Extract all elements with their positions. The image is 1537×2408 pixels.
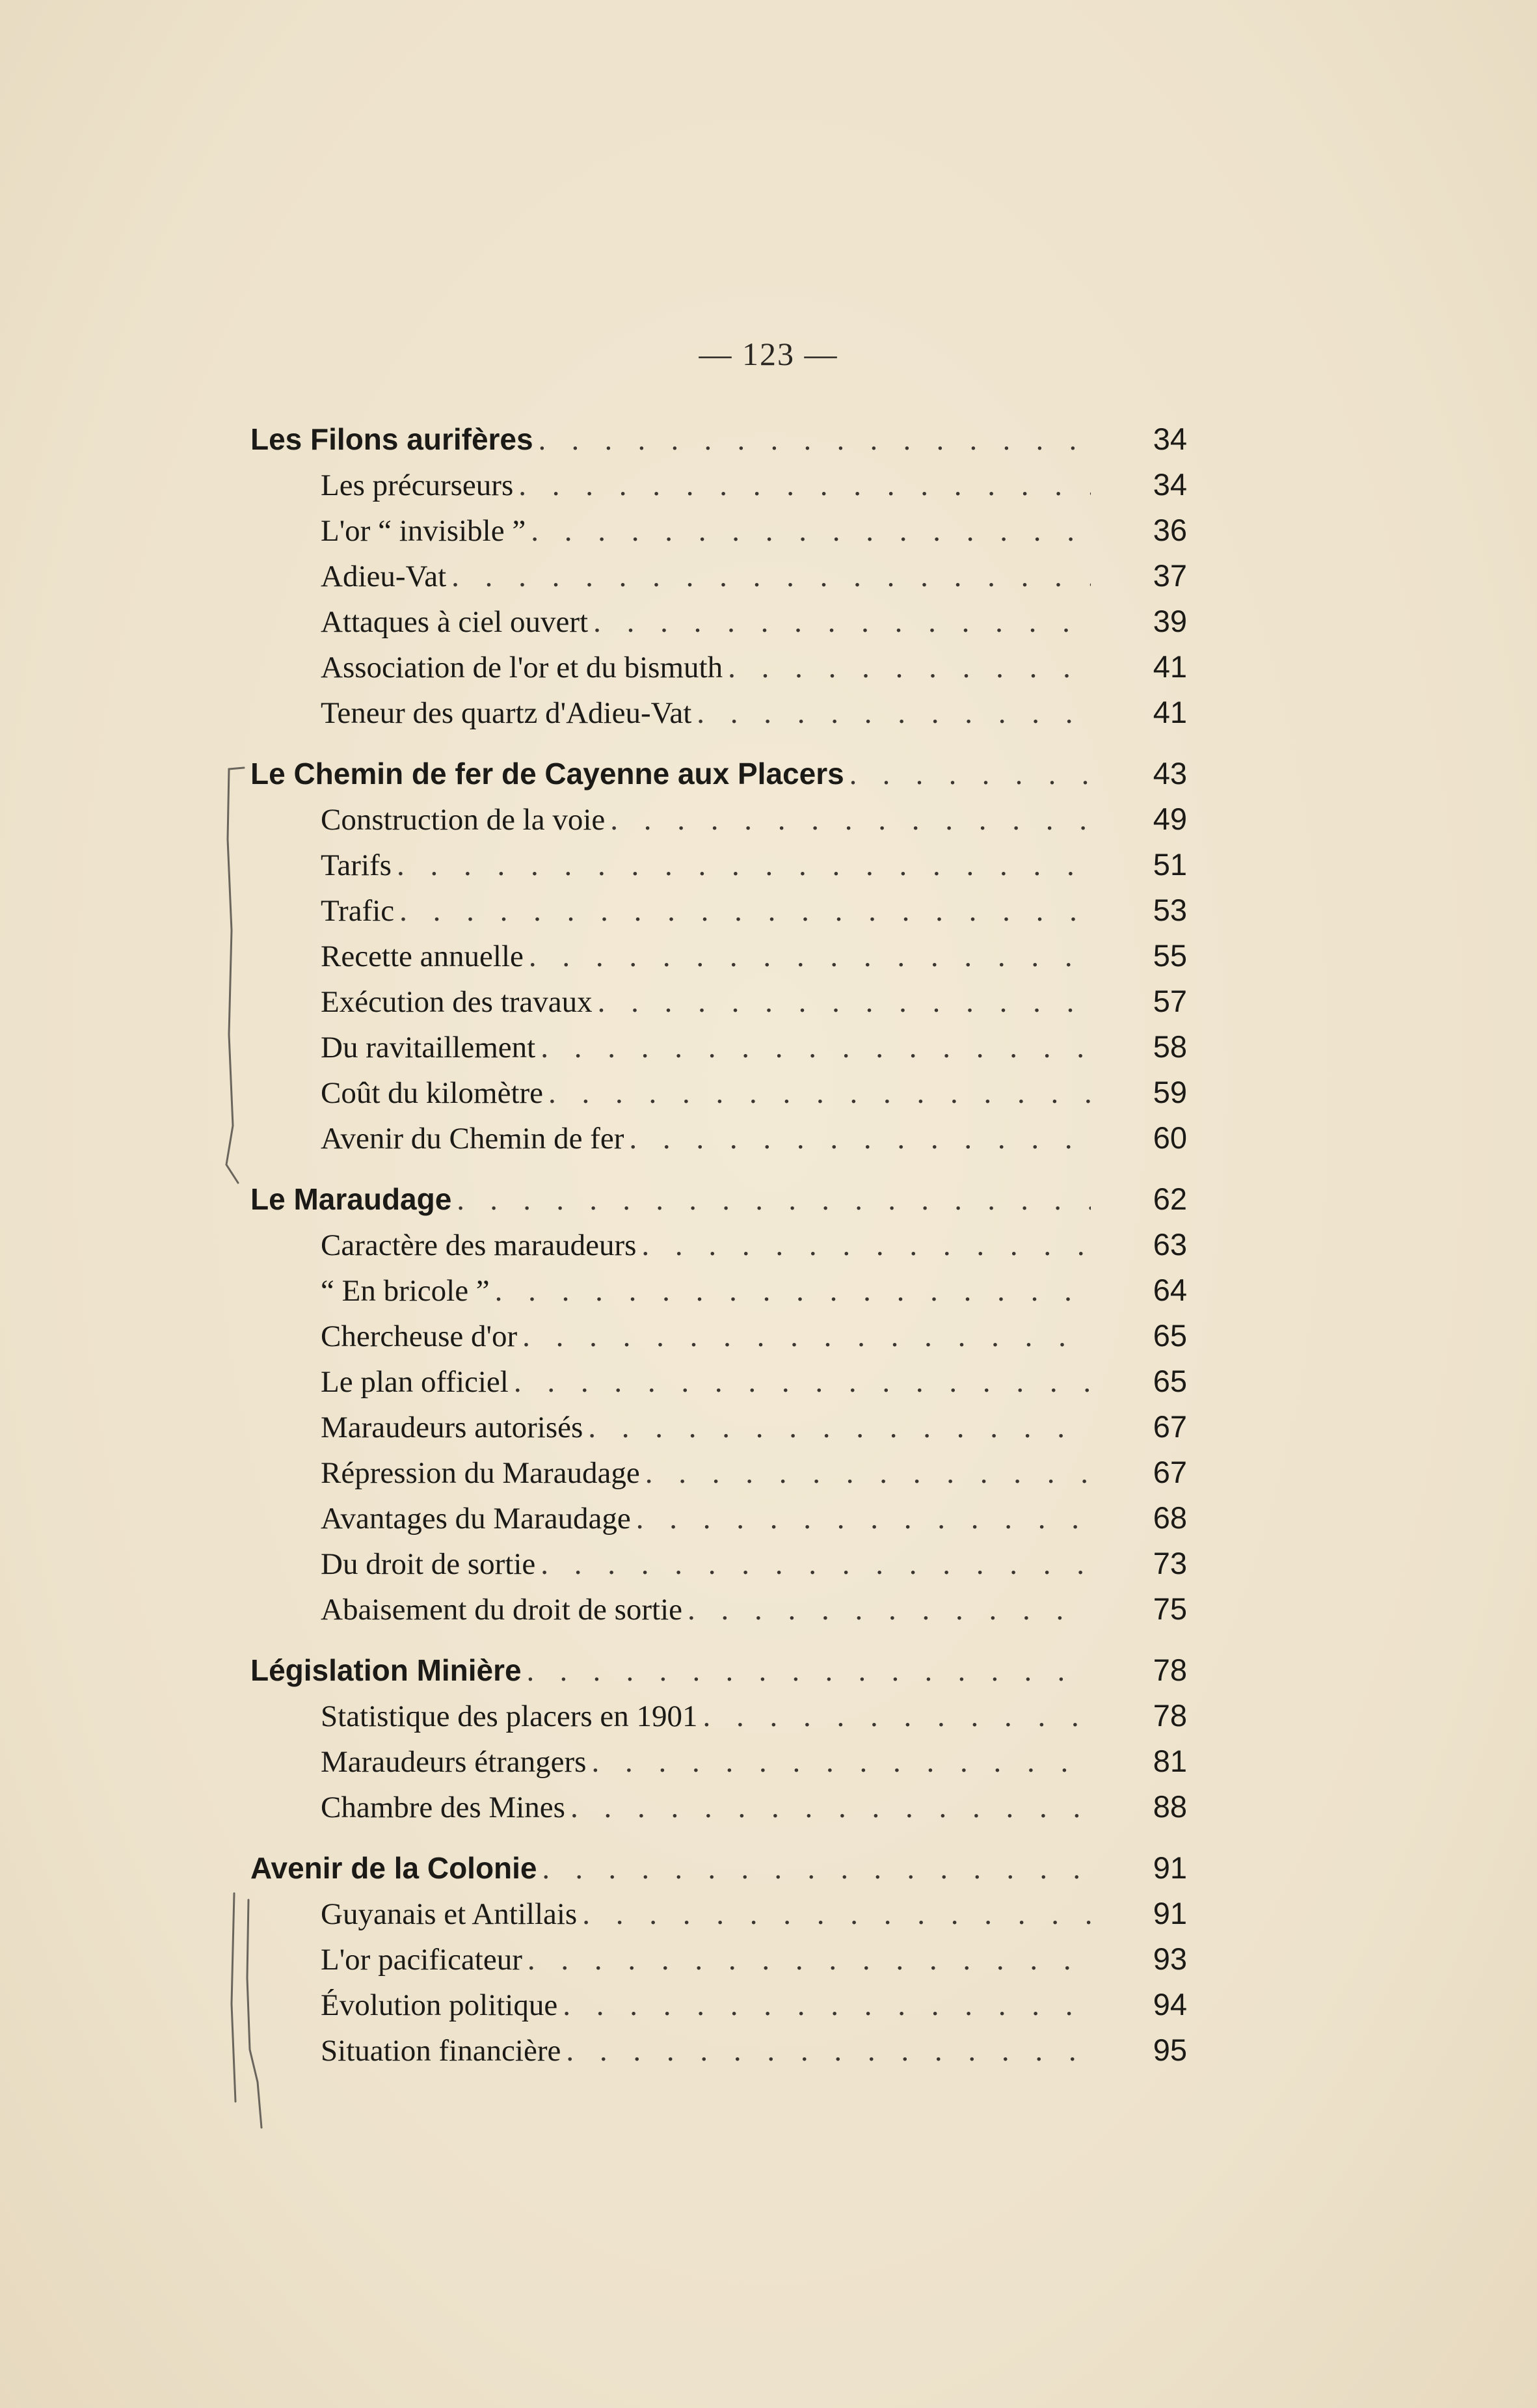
dot-leader [529, 934, 1091, 979]
entry-label: Caractère des maraudeurs [321, 1228, 637, 1262]
dot-leader [641, 1223, 1091, 1268]
page-number: — 123 — [699, 336, 838, 372]
page-reference: 58 [1153, 1029, 1187, 1064]
toc-heading [250, 416, 1187, 462]
page-reference: 37 [1153, 558, 1187, 593]
entry-label: L'or pacificateur [321, 1943, 522, 1977]
dot-leader [588, 1405, 1091, 1450]
page-reference: 94 [1153, 1987, 1187, 2022]
toc-entry [250, 1738, 1187, 1784]
toc-entry [250, 1404, 1187, 1450]
entry-label: L'or “ invisible ” [321, 514, 526, 548]
page-reference: 41 [1153, 695, 1187, 729]
toc-entry [250, 1891, 1187, 1936]
dot-leader [688, 1587, 1091, 1632]
dot-leader [582, 1891, 1091, 1937]
toc-entry [250, 1936, 1187, 1982]
page-reference: 64 [1153, 1273, 1187, 1307]
toc-entry [250, 1450, 1187, 1495]
toc-entry [250, 1359, 1187, 1404]
toc-entry [250, 1313, 1187, 1359]
page-reference: 41 [1153, 649, 1187, 684]
entry-label: Situation financière [321, 2034, 561, 2068]
entry-label: Association de l'or et du bismuth [321, 651, 723, 684]
entry-label: Du ravitaillement [321, 1031, 536, 1064]
dot-leader [399, 888, 1091, 934]
entry-label: Maraudeurs étrangers [321, 1745, 587, 1779]
entry-label: Statistique des placers en 1901 [321, 1699, 698, 1733]
toc-entry [250, 553, 1187, 599]
page-reference: 65 [1153, 1318, 1187, 1353]
toc-entry [250, 507, 1187, 553]
toc-entry [250, 644, 1187, 690]
page-reference: 68 [1153, 1500, 1187, 1535]
entry-label: Les précurseurs [321, 468, 514, 502]
entry-label: Exécution des travaux [321, 985, 593, 1019]
toc-heading [250, 1176, 1187, 1222]
section-title: Avenir de la Colonie [250, 1851, 537, 1885]
toc-entry [250, 599, 1187, 644]
dot-leader [541, 1025, 1091, 1070]
dot-leader [451, 554, 1091, 599]
page-reference: 39 [1153, 604, 1187, 638]
dot-leader [541, 1541, 1091, 1587]
toc-entry [250, 933, 1187, 979]
dot-leader [563, 1982, 1091, 2028]
dot-leader [514, 1359, 1091, 1405]
dot-leader [849, 751, 1091, 797]
dot-leader [566, 2028, 1091, 2074]
dot-leader [495, 1268, 1091, 1314]
toc-entry [250, 1586, 1187, 1632]
toc-heading [250, 1845, 1187, 1891]
entry-label: Construction de la voie [321, 803, 606, 837]
toc-entry [250, 1693, 1187, 1738]
dot-leader [539, 417, 1091, 463]
entry-label: Répression du Maraudage [321, 1456, 640, 1490]
dot-leader [703, 1694, 1091, 1739]
page-reference: 49 [1153, 802, 1187, 836]
entry-label: Coût du kilomètre [321, 1076, 544, 1110]
entry-label: Recette annuelle [321, 940, 524, 973]
toc-entry [250, 1115, 1187, 1161]
page-reference: 67 [1153, 1409, 1187, 1444]
entry-label: Évolution politique [321, 1988, 558, 2022]
page-reference: 78 [1153, 1698, 1187, 1733]
toc-section [250, 1176, 1187, 1632]
page-reference: 55 [1153, 938, 1187, 973]
dot-leader [522, 1314, 1091, 1359]
toc-heading [250, 751, 1187, 796]
page-reference: 65 [1153, 1364, 1187, 1398]
toc-entry [250, 462, 1187, 507]
toc-section [250, 1647, 1187, 1830]
pencil-bracket-mark [215, 761, 254, 1191]
toc-entry [250, 887, 1187, 933]
entry-label: Tarifs [321, 848, 392, 882]
dot-leader [518, 463, 1091, 508]
toc-entry [250, 1267, 1187, 1313]
toc-entry [250, 1024, 1187, 1070]
toc-entry [250, 1495, 1187, 1541]
dot-leader [570, 1785, 1091, 1830]
dot-leader [591, 1739, 1091, 1785]
toc-entry [250, 1784, 1187, 1830]
dot-leader [598, 979, 1091, 1025]
page-reference: 95 [1153, 2033, 1187, 2067]
dot-leader [645, 1450, 1091, 1496]
page-reference: 59 [1153, 1075, 1187, 1109]
toc-entry [250, 1070, 1187, 1115]
dot-leader [593, 599, 1091, 645]
dot-leader [531, 508, 1091, 554]
page-reference: 53 [1153, 893, 1187, 927]
page-reference: 81 [1153, 1744, 1187, 1778]
page-reference: 63 [1153, 1227, 1187, 1262]
toc-entry [250, 796, 1187, 842]
page-reference: 67 [1153, 1455, 1187, 1489]
entry-label: Du droit de sortie [321, 1547, 536, 1581]
page-reference: 88 [1153, 1789, 1187, 1824]
dot-leader [397, 843, 1091, 888]
toc-entry [250, 1222, 1187, 1267]
page-reference: 91 [1153, 1896, 1187, 1930]
section-title: Le Chemin de fer de Cayenne aux Placers [250, 757, 844, 791]
dot-leader [728, 645, 1091, 690]
toc-entry [250, 2027, 1187, 2073]
section-title: Le Maraudage [250, 1182, 452, 1216]
entry-label: “ En bricole ” [321, 1274, 490, 1308]
dot-leader [527, 1648, 1091, 1694]
page-reference: 93 [1153, 1941, 1187, 1976]
toc-section [250, 1845, 1187, 2073]
section-title: Les Filons aurifères [250, 422, 533, 456]
toc-entry [250, 690, 1187, 735]
entry-label: Guyanais et Antillais [321, 1897, 578, 1931]
entry-label: Le plan officiel [321, 1365, 509, 1399]
entry-label: Trafic [321, 894, 395, 928]
dot-leader [697, 690, 1091, 736]
dot-leader [457, 1177, 1091, 1223]
page-reference: 75 [1153, 1591, 1187, 1626]
entry-label: Avenir du Chemin de fer [321, 1122, 624, 1156]
entry-label: Chambre des Mines [321, 1791, 565, 1824]
dot-leader [629, 1116, 1091, 1161]
entry-label: Chercheuse d'or [321, 1319, 518, 1353]
toc-heading [250, 1647, 1187, 1693]
page-reference: 43 [1153, 756, 1187, 791]
section-title: Législation Minière [250, 1653, 522, 1687]
page-reference: 73 [1153, 1546, 1187, 1580]
entry-label: Attaques à ciel ouvert [321, 605, 589, 639]
page-reference: 36 [1153, 513, 1187, 547]
toc-entry [250, 842, 1187, 887]
page-reference: 78 [1153, 1653, 1187, 1687]
page-reference: 51 [1153, 847, 1187, 882]
entry-label: Adieu-Vat [321, 560, 447, 593]
toc-section [250, 751, 1187, 1161]
entry-label: Avantages du Maraudage [321, 1502, 631, 1535]
toc-section [250, 416, 1187, 735]
table-of-contents [250, 416, 1187, 2089]
entry-label: Abaisement du droit de sortie [321, 1593, 683, 1627]
page-reference: 62 [1153, 1182, 1187, 1216]
entry-label: Teneur des quartz d'Adieu-Vat [321, 696, 692, 730]
dot-leader [542, 1846, 1091, 1891]
toc-entry [250, 1541, 1187, 1586]
page-reference: 34 [1153, 422, 1187, 456]
entry-label: Maraudeurs autorisés [321, 1411, 583, 1444]
page-reference: 60 [1153, 1120, 1187, 1155]
dot-leader [528, 1937, 1091, 1982]
page-reference: 57 [1153, 984, 1187, 1018]
toc-entry [250, 979, 1187, 1024]
dot-leader [610, 797, 1091, 843]
page-reference: 34 [1153, 467, 1187, 502]
toc-entry [250, 1982, 1187, 2027]
page-reference: 91 [1153, 1850, 1187, 1885]
dot-leader [548, 1070, 1091, 1116]
dot-leader [636, 1496, 1091, 1541]
